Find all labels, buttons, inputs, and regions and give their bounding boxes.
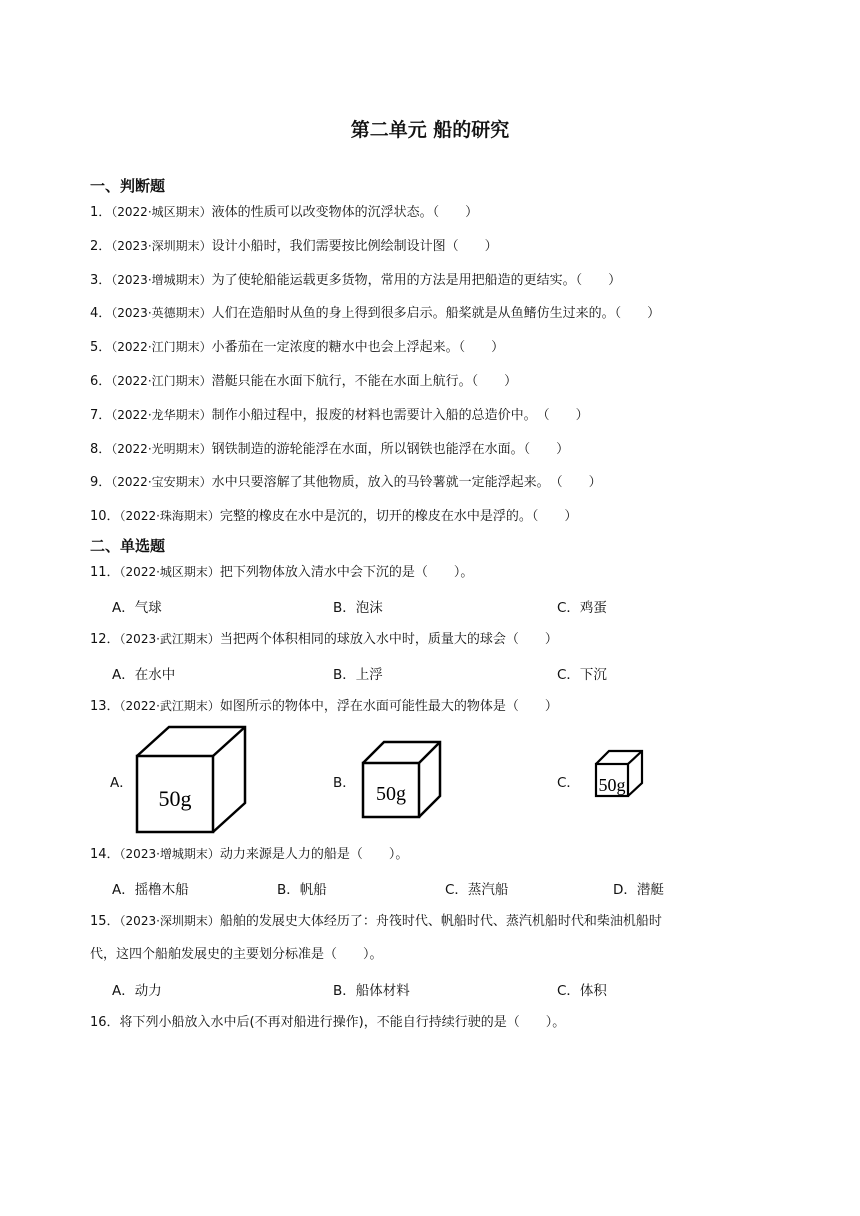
question-text: 完整的橡皮在水中是沉的，切开的橡皮在水中是浮的。（ ） (219, 509, 578, 525)
question-text: 小番茄在一定浓度的糖水中也会上浮起来。（ ） (211, 340, 505, 356)
question-text: 船舶的发展史大体经历了：舟筏时代、帆船时代、蒸汽机船时代和柴油机船时 (219, 914, 662, 929)
question-number: 5． (90, 340, 112, 356)
question-source: （2023·增城期末） (111, 272, 212, 287)
cube-medium-label: 50g (376, 783, 406, 805)
q12-option-c: C．下沉 (557, 667, 607, 683)
question-source: （2023·英德期末） (111, 306, 212, 321)
q11-option-a: A．气球 (112, 600, 162, 616)
question-text: 液体的性质可以改变物体的沉浮状态。（ ） (211, 205, 479, 220)
question-number: 10． (90, 509, 120, 525)
question-15-continued: 代，这四个船舶发展史的主要划分标准是（ ）。 (90, 947, 383, 962)
question-text: 水中只要溶解了其他物质，放入的马铃薯就一定能浮起来。 （ ） (211, 475, 602, 491)
question-source: （2023·深圳期末） (111, 238, 212, 253)
judge-question-9 (90, 472, 602, 493)
q15-option-a: A．动力 (112, 983, 162, 999)
question-text: 把下列物体放入清水中会下沉的是（ ）。 (219, 565, 474, 580)
question-number: 8． (90, 441, 112, 457)
question-13 (90, 696, 558, 717)
question-number: 1． (90, 205, 112, 220)
q12-option-a: A．在水中 (112, 667, 176, 683)
question-source: （2022·城区期末） (111, 205, 212, 219)
question-text: 钢铁制造的游轮能浮在水面，所以钢铁也能浮在水面。（ ） (211, 441, 570, 457)
question-source: （2022·宝安期末） (111, 475, 212, 490)
question-source: （2022·城区期末） (119, 565, 220, 579)
question-text: 为了使轮船能运载更多货物，常用的方法是用把船造的更结实。（ ） (211, 272, 622, 288)
cube-figure-medium (360, 739, 444, 819)
judge-question-5 (90, 337, 504, 358)
q11-option-b: B．泡沫 (333, 600, 383, 616)
cube-large-label: 50g (158, 786, 192, 811)
cube-figure-small (594, 749, 646, 799)
question-source: （2023·增城期末） (119, 847, 220, 861)
question-number: 3． (90, 272, 112, 288)
q13-option-a-label: A． (110, 775, 133, 791)
question-text: 将下列小船放入水中后(不再对船进行操作)，不能自行持续行驶的是（ ）。 (119, 1015, 566, 1030)
question-source: （2023·武江期末） (119, 632, 220, 646)
question-source: （2023·深圳期末） (119, 914, 220, 928)
question-number: 6． (90, 374, 112, 389)
question-text: 制作小船过程中，报废的材料也需要计入船的总造价中。 （ ） (211, 407, 589, 423)
question-number: 12． (90, 632, 120, 647)
question-number: 9． (90, 475, 112, 491)
judge-question-8 (90, 439, 569, 460)
question-number: 14． (90, 847, 120, 862)
judge-question-10 (90, 506, 577, 527)
question-11 (90, 562, 473, 583)
question-number: 16． (90, 1015, 120, 1030)
question-source: （2022·珠海期末） (119, 509, 220, 524)
judge-question-7 (90, 405, 589, 426)
q14-option-d: D．潜艇 (613, 882, 664, 898)
q15-option-b: B．船体材料 (333, 983, 410, 999)
question-15 (90, 911, 662, 932)
question-number: 2． (90, 238, 112, 254)
section-heading-judge: 一、判断题 (90, 177, 166, 195)
question-source: （2022·光明期末） (111, 441, 212, 456)
q12-option-b: B．上浮 (333, 667, 383, 683)
question-16 (90, 1013, 565, 1033)
q14-option-c: C．蒸汽船 (445, 882, 509, 898)
q14-option-a: A．摇橹木船 (112, 882, 189, 898)
judge-question-4 (90, 303, 660, 324)
question-number: 4． (90, 306, 112, 322)
question-source: （2022·龙华期末） (111, 407, 212, 422)
question-text: 如图所示的物体中，浮在水面可能性最大的物体是（ ） (219, 699, 558, 714)
question-number: 11． (90, 565, 120, 580)
cube-figure-large (134, 724, 250, 834)
judge-question-2 (90, 236, 498, 257)
q14-option-b: B．帆船 (277, 882, 327, 898)
q15-option-c: C．体积 (557, 983, 607, 999)
question-source: （2022·武江期末） (119, 699, 220, 713)
question-number: 13． (90, 699, 120, 714)
question-12 (90, 629, 558, 650)
question-number: 7． (90, 407, 112, 423)
question-text: 潜艇只能在水面下航行，不能在水面上航行。（ ） (211, 374, 518, 389)
judge-question-6 (90, 371, 517, 392)
q13-option-b-label: B． (333, 775, 356, 791)
question-14 (90, 844, 408, 865)
question-text: 设计小船时，我们需要按比例绘制设计图（ ） (211, 238, 498, 254)
question-text: 动力来源是人力的船是（ ）。 (219, 847, 409, 862)
q11-option-c: C．鸡蛋 (557, 600, 607, 616)
section-heading-single: 二、单选题 (90, 537, 166, 555)
question-text: 人们在造船时从鱼的身上得到很多启示。船桨就是从鱼鳍仿生过来的。（ ） (211, 306, 661, 322)
judge-question-1 (90, 202, 478, 223)
page-title: 第二单元 船的研究 (350, 119, 510, 141)
question-source: （2022·江门期末） (111, 374, 212, 388)
question-source: （2022·江门期末） (111, 340, 212, 355)
question-number: 15． (90, 914, 120, 929)
cube-small-label: 50g (598, 775, 626, 795)
q13-option-c-label: C． (557, 775, 580, 791)
judge-question-3 (90, 270, 621, 291)
question-text: 当把两个体积相同的球放入水中时，质量大的球会（ ） (219, 632, 558, 647)
